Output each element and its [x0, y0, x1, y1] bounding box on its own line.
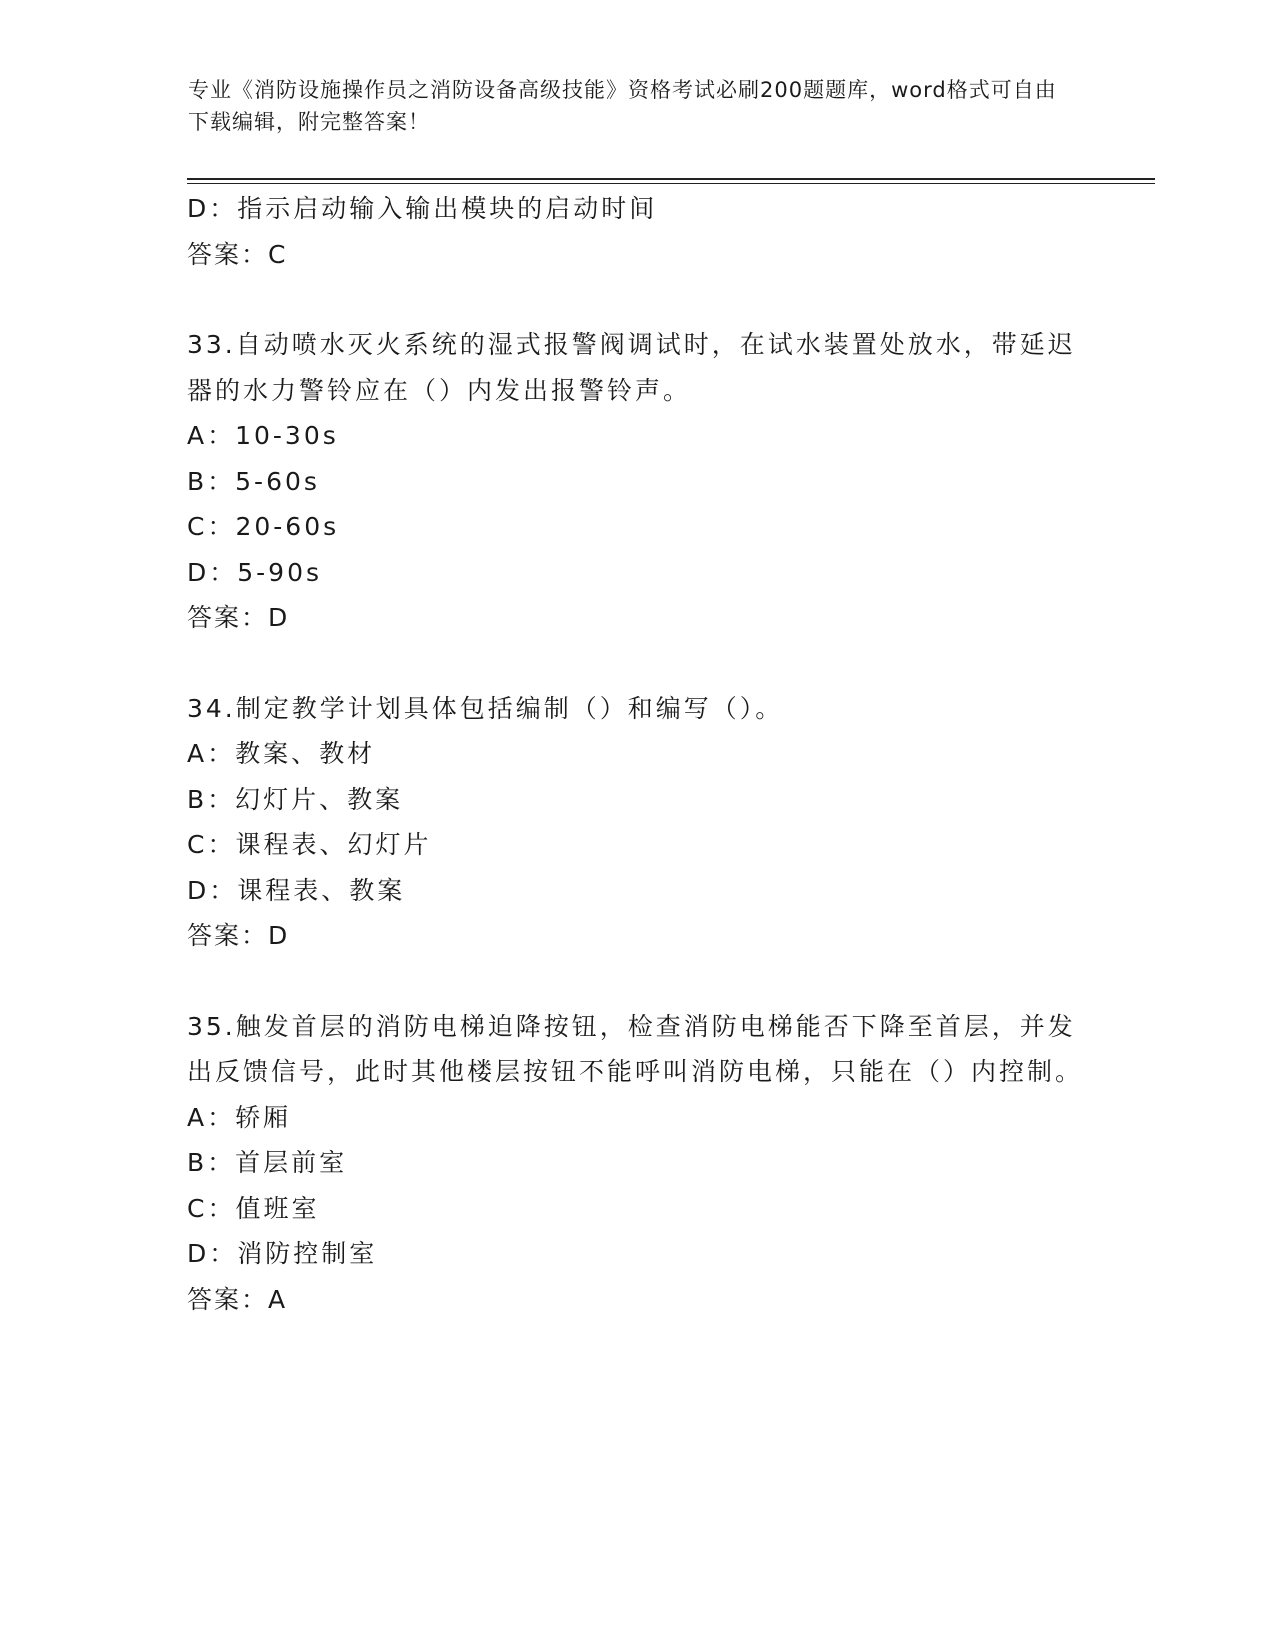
- question-text: 34.制定教学计划具体包括编制（）和编写（）。: [187, 693, 784, 723]
- option-d: D：课程表、教案: [187, 875, 406, 905]
- option-c: C：值班室: [187, 1193, 320, 1223]
- option-d: D：指示启动输入输出模块的启动时间: [187, 194, 658, 223]
- option-b: B：首层前室: [187, 1148, 348, 1177]
- option-d: D：5-90s: [187, 557, 323, 587]
- header-divider-thick: [187, 178, 1155, 180]
- answer-line: 答案：D: [187, 603, 290, 632]
- previous-question-tail: [187, 186, 1087, 277]
- header-divider-thin: [187, 183, 1155, 184]
- question-text: 35.触发首层的消防电梯迫降按钮，检查消防电梯能否下降至首层，并发出反馈信号，此时其他楼层按钮不能呼叫消防电梯，只能在（）内控制。: [187, 1011, 1084, 1086]
- question-text: 33.自动喷水灭火系统的湿式报警阀调试时，在试水装置处放水，带延迟器的水力警铃应在（）内发出报警铃声。: [187, 330, 1076, 405]
- option-d: D：消防控制室: [187, 1239, 378, 1268]
- option-b: B：幻灯片、教案: [187, 784, 404, 814]
- answer-line: 答案：A: [187, 1284, 288, 1314]
- option-b: B：5-60s: [187, 466, 320, 496]
- option-a: A：10-30s: [187, 421, 339, 450]
- answer-line: 答案：C: [187, 239, 288, 269]
- document-body: [187, 186, 1087, 1322]
- question-33: [187, 322, 1087, 641]
- question-35: [187, 1004, 1087, 1323]
- option-a: A：轿厢: [187, 1102, 292, 1132]
- option-a: A：教案、教材: [187, 739, 376, 768]
- question-34: [187, 686, 1087, 959]
- document-header: 专业《消防设施操作员之消防设备高级技能》资格考试必刷200题题库，word格式可自由下载编辑，附完整答案！: [188, 78, 1057, 134]
- option-c: C：20-60s: [187, 512, 340, 541]
- option-c: C：课程表、幻灯片: [187, 830, 432, 859]
- answer-line: 答案：D: [187, 921, 290, 950]
